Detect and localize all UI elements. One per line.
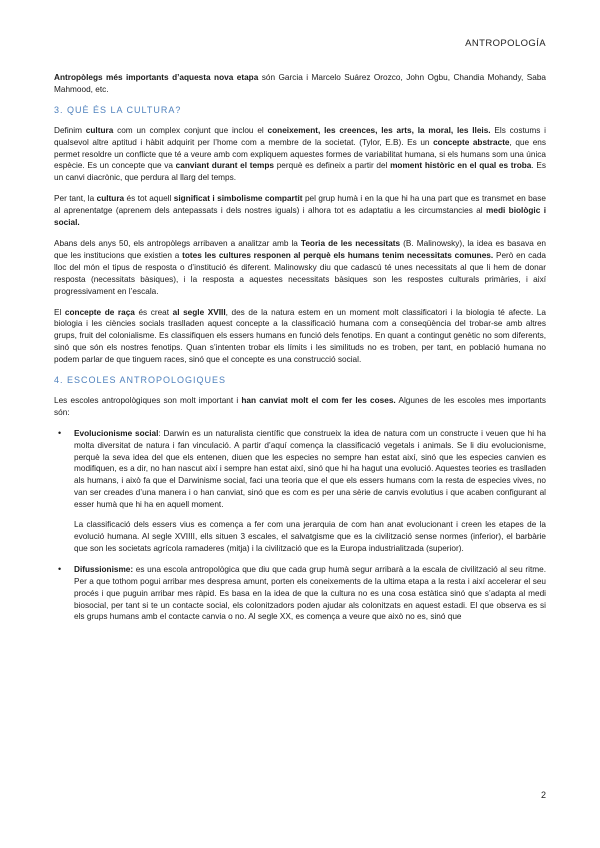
list-item-evolucionisme [54,428,546,555]
bold-text: cultura [85,125,114,135]
bold-text: cultura [96,194,125,204]
list-item-text [74,428,546,511]
text: Algunes de les escoles mes importants són: [54,395,546,417]
list-item-extra-text: La classificació dels essers vius es comença a fer com una jerarquia de com han anat evolucionant i creen les etapes de la evolució humana. Al segle XVIIII, ells situen 3 escales, el salvatgisme que es la civilització sense normes (inferior), el barbàrie que son les societats agrícola ramaderes (mitja) i la civilització que es la Europa industrialitzada (superior). [74,520,546,553]
schools-list [54,428,546,624]
text: Els costums i qualsevol altre aptitud i hàbit adquirit per l’home com a membre de la societat. (Tylor, E.B). Es un [54,125,547,147]
text: es una escola antropològica que diu que cada grup humà segur arribarà a la escala de civilització al seu ritme. Per a que tothom pogui arribar mes despresa amunt, porten els coneixements de la ultima etapa a la resta i així accelerar el seu procés i que puguin arribar mes ràpid. Es basa en la idea de que la cultura no es una cosa estàtica sinó que s’adapta al medi biosocial, per tant si te un contacte social, els colonitzadors poden ajudar als colonitzats en aquest estadi. El que observa es si els grups humans amb el contacte canvia o no. Al segle XX, es comença a veure que això no es, sinó que [74,564,546,622]
bold-text: Teoria de les necessitats [300,238,401,248]
text: El [54,307,65,317]
bold-text: canviant durant el temps [175,161,275,171]
bold-text: al segle XVIII [172,307,226,317]
paragraph-culture-definition [54,125,546,185]
intro-paragraph [54,72,546,96]
section-heading-schools: 4. ESCOLES ANTROPOLOGIQUES [54,375,227,386]
bullet-icon: • [58,563,62,574]
bold-text: Evolucionisme social [74,428,159,438]
paragraph-culture-meaning [54,193,546,229]
bold-text: han canviat molt el com fer les coses. [241,395,396,405]
text: com un complex conjunt que inclou el [113,125,268,135]
page-content [54,72,546,632]
text: Per tant, la [54,194,97,204]
bold-text: concepte abstracte [433,137,510,147]
paragraph-needs-theory [54,238,546,298]
section-heading-culture: 3. QUÈ ÉS LA CULTURA? [54,104,182,115]
bold-text: Antropòlegs més importants d’aquesta nova etapa [54,73,259,82]
page-number: 2 [540,790,546,800]
text: pel grup humà i en la que hi ha una part que es transmet en base al aprenentatge (aprenem dels antepassats i dels nostres iguals) i alhora tot es adaptatiu a les circumstancies al [54,194,546,216]
bold-text: totes les cultures responen al perquè els humans tenim necessitats comunes. [182,250,494,260]
text: Definim [54,125,86,135]
text: és tot aquell [124,194,174,204]
text: , que ens permet resoldre un conflicte que té a veure amb com expliquem aquestes formes de variabilitat humana, si els humans som una única espècie. Es un concepte que va [54,137,547,171]
text: són Garcia i Marcelo Suárez Orozco, John Ogbu, Chandia Mohandy, Saba Mahmood, etc. [54,73,546,94]
list-item-text [74,564,546,624]
paragraph-race-concept [54,307,546,367]
bullet-icon: • [58,427,62,438]
text: (B. Malinowsky), la idea es basava en que les institucions que existien a [54,238,547,260]
text: . Es un canvi diacrònic, que perdura al llarg del temps. [54,161,547,183]
bold-text: significat i simbolisme compartit [173,194,303,204]
bold-text: coneixement, les creences, les arts, la moral, les lleis. [267,125,491,135]
text: , des de la natura estem en un moment molt classificatori i la biologia té afecte. La biologia i les ciències socials traslladen aquest concepte a la classificació humana com a conseqüència del trobar-se amb altres grups, fruit del colonialisme. Es classifiquen els essers humans en funció dels fenotips. En quant a contingut genètic no som diferents, sinó que són els nostres fenotips. Quan s’intenten trobar els límits i les similituds no es troben, per tant, en població humana no podem parlar de que tinguem races, sinó que el concepte es una construcció social. [54,307,546,365]
text: Però en cada lloc del món el tipus de resposta o d’institució és diferent. Malinowsky diu que cadascú té unes necessitats al que li hem de donar resposta (necessitats bàsiques), i la resposta a aquestes necessitats bàsiques son les respostes culturals primàries, i així progressivament en l’escala. [54,250,546,296]
text: Les escoles antropològiques son molt important i [54,395,242,405]
paragraph-schools-intro [54,395,546,419]
bold-text: medi biològic i social. [54,206,546,228]
text: : Darwin es un naturalista científic que construeix la idea de natura com un constructe i veuen que hi ha molta diversitat de natura i fan vinculació. A partir d’aquí comença la classificació vegetals i animals. Se li diu evolucionisme, perquè la seva idea del que els entenen, diuen que les especies no sempre han estat així, sinó que les especies canvien es modifiquen, es a dir, no han nascut així i sempre han estat així, sinó que hi ha hagut una evolució. Aquestes teories es traslladen als humans, i això fa que el Darwinisme social, faci una teoria que el que els essers humans com la resta de especies vives, no van ser creades d’una manera i o han canviat, sinó que es com es per una sèrie de canvis evolutius i que acaben configurant al esser humà que hi ha en aquell moment. [74,428,546,510]
bold-text: concepte de raça [64,307,135,317]
list-item-difussionisme [54,564,546,624]
page-header: ANTROPOLOGÍA [465,38,546,49]
bold-text: Difussionisme: [74,564,134,574]
text: perquè es defineix a partir del [274,161,391,171]
text: Abans dels anys 50, els antropòlegs arribaven a analitzar amb la [54,238,301,248]
text: és creat [134,307,173,317]
bold-text: moment històric en el qual es troba [390,161,532,171]
